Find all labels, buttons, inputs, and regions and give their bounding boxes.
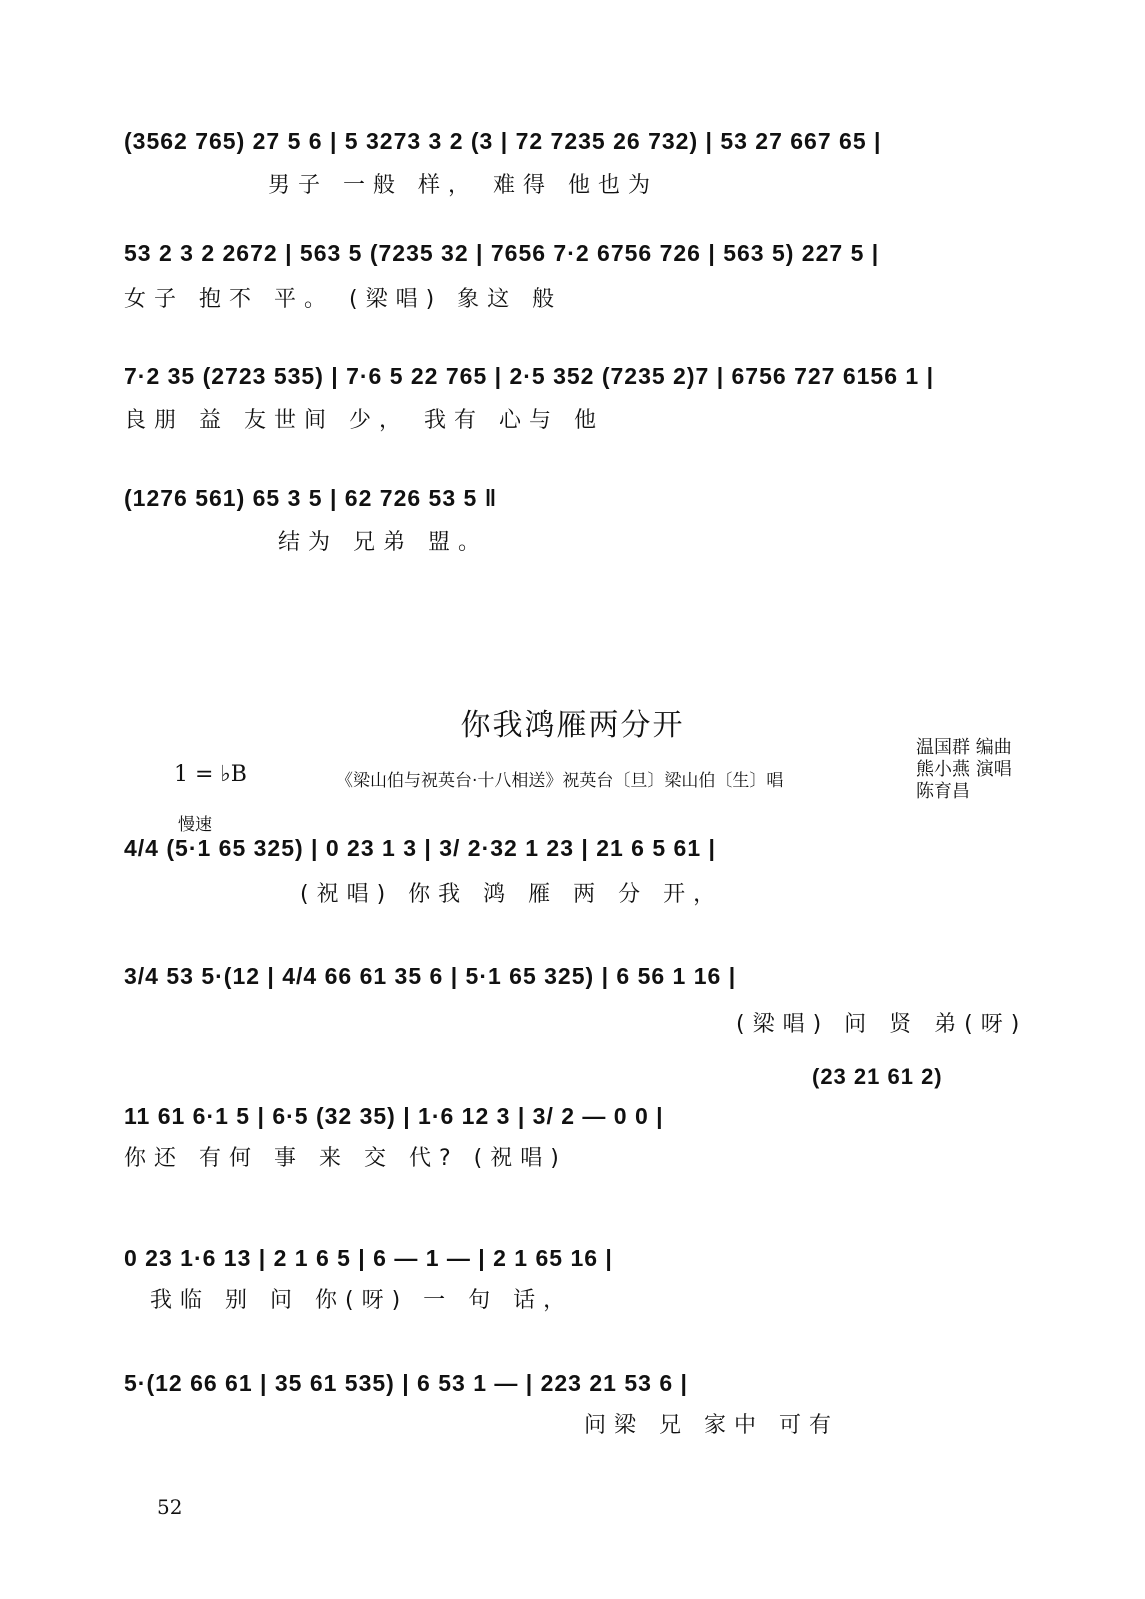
performer-2: 陈育昌 [916, 781, 970, 802]
arranger: 温国群 [916, 737, 970, 758]
lyrics: 问梁 兄 家中 可有 [584, 1413, 839, 1438]
notes: 0 23 1·6 13 | 2 1 6 5 | 6 — 1 — | 2 1 65 16 | [124, 1245, 613, 1271]
lyrics: 男子 一般 样， 难得 他也为 [268, 173, 658, 198]
lyrics: 良朋 益 友世间 少， 我有 心与 他 [124, 408, 604, 433]
notes: 53 2 3 2 2672 | 563 5 (7235 32 | 7656 7·2 6756 726 | 563 5) 227 5 | [124, 240, 880, 266]
notes: 7·2 35 (2723 535) | 7·6 5 22 765 | 2·5 352 (7235 2)7 | 6756 727 6156 1 | [124, 363, 935, 389]
lyrics: (梁唱) 问 贤 弟(呀) [736, 1012, 1028, 1037]
lyrics: 结为 兄弟 盟。 [278, 530, 488, 555]
aux-notes: (23 21 61 2) [812, 1064, 943, 1089]
performer-line-1 [916, 759, 1012, 781]
lyrics: 女子 抱不 平。 (梁唱) 象这 般 [124, 287, 563, 312]
source-note: 《梁山伯与祝英台·十八相送》祝英台〔旦〕梁山伯〔生〕唱 [336, 771, 784, 791]
key-signature: 1 = ♭B [174, 762, 247, 787]
song-title: 你我鸿雁两分开 [460, 708, 685, 743]
notes: (1276 561) 65 3 5 | 62 726 53 5 ‖ [124, 485, 498, 511]
lyrics: (祝唱) 你我 鸿 雁 两 分 开， [300, 882, 724, 907]
performer-1: 熊小燕 [916, 759, 970, 780]
performer-line-2 [916, 781, 1012, 803]
tempo-marking: 慢速 [178, 815, 212, 835]
notes: 4/4 (5·1 65 325) | 0 23 1 3 | 3/ 2·32 1 23 | 21 6 5 61 | [124, 835, 716, 861]
arranger-role: 编曲 [975, 737, 1012, 758]
page-number: 52 [157, 1495, 183, 1519]
notes: 3/4 53 5·(12 | 4/4 66 61 35 6 | 5·1 65 325) | 6 56 1 16 | [124, 963, 737, 989]
lyrics: 我临 别 问 你(呀) 一 句 话， [150, 1288, 574, 1313]
notes: (3562 765) 27 5 6 | 5 3273 3 2 (3 | 72 7235 26 732) | 53 27 667 65 | [124, 128, 882, 154]
performer-role: 演唱 [975, 759, 1012, 780]
lyrics: 你还 有何 事 来 交 代? (祝唱) [124, 1146, 567, 1171]
credits [916, 737, 1012, 803]
notes: 11 61 6·1 5 | 6·5 (32 35) | 1·6 12 3 | 3/ 2 — 0 0 | [124, 1103, 664, 1129]
notes: 5·(12 66 61 | 35 61 535) | 6 53 1 — | 223 21 53 6 | [124, 1370, 688, 1396]
arranger-line [916, 737, 1012, 759]
